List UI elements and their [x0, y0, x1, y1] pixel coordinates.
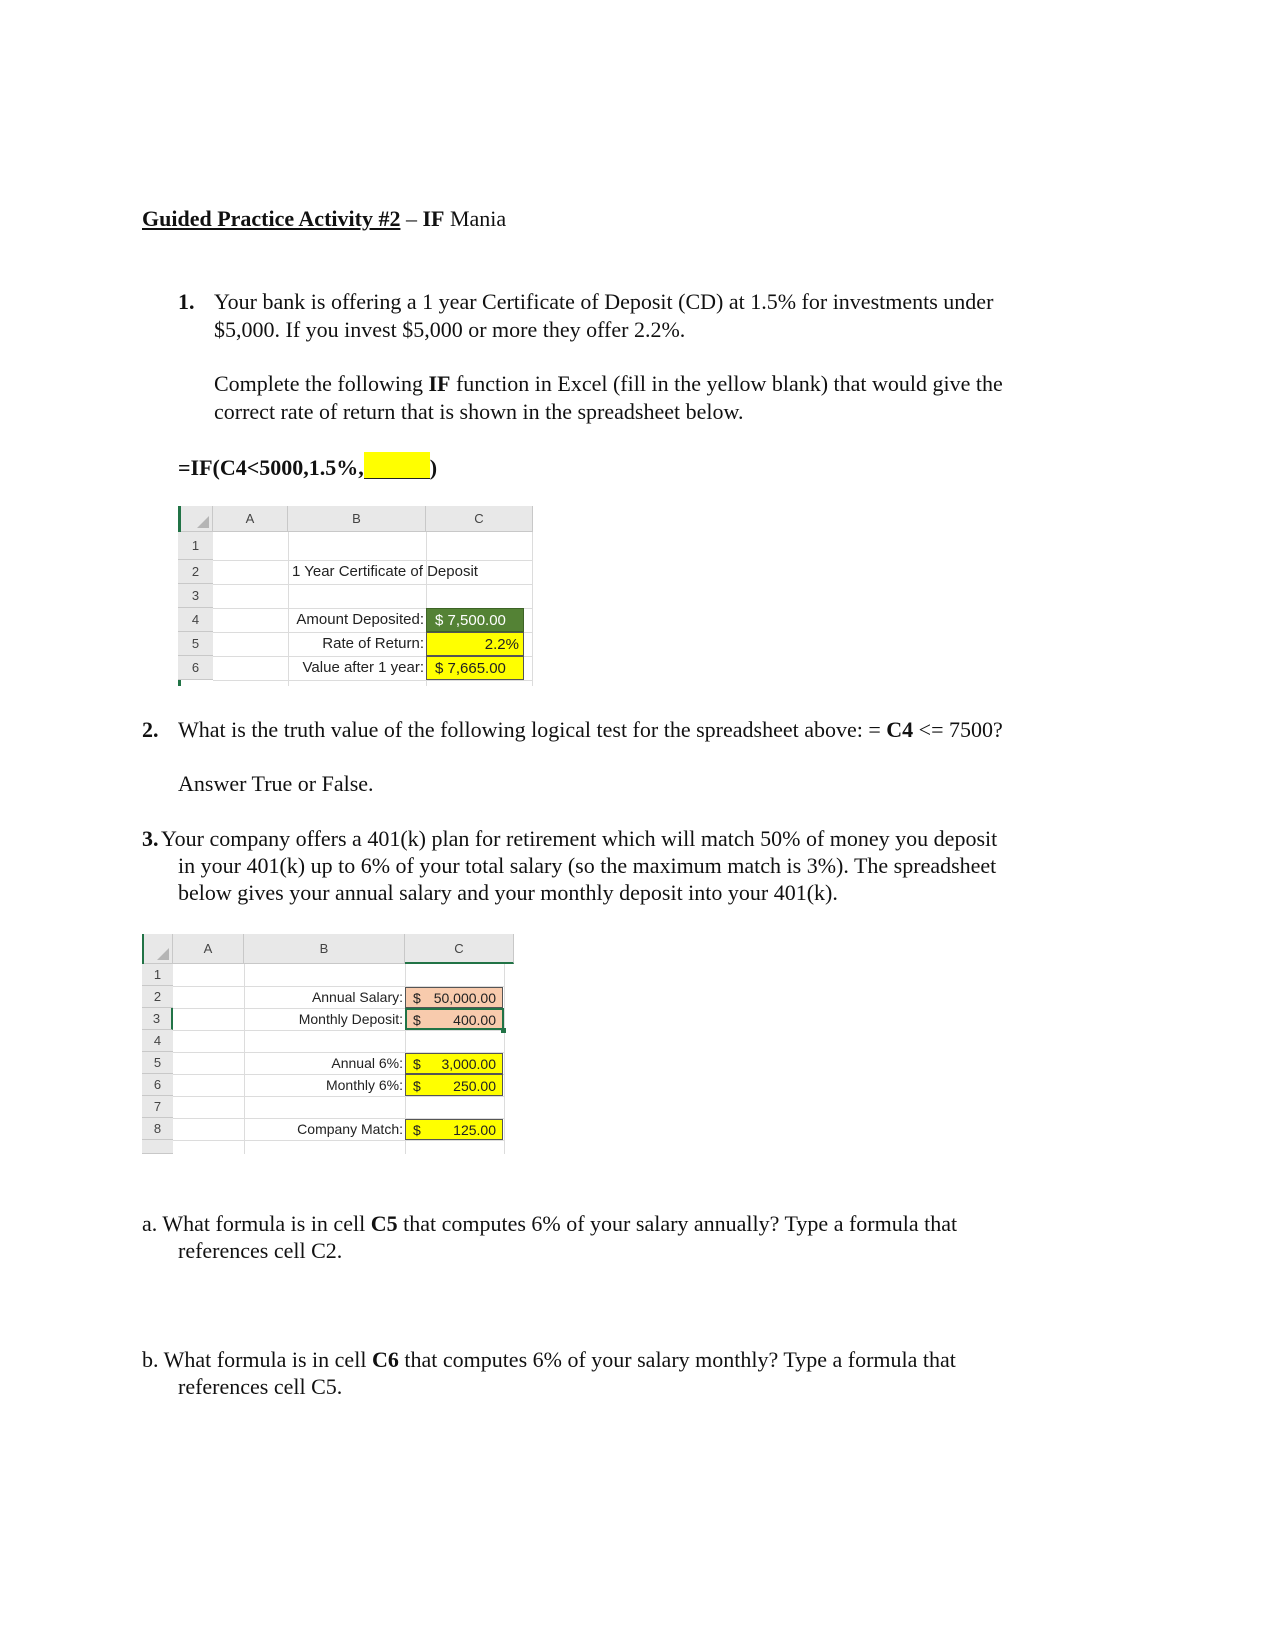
cell-b2-label[interactable]: Annual Salary: — [311, 989, 403, 1005]
page-title — [142, 205, 506, 233]
qa-bold: C5 — [370, 1211, 398, 1236]
cell-c8-match[interactable] — [405, 1119, 503, 1140]
spreadsheet-cd — [178, 506, 533, 686]
q2-text — [178, 716, 1098, 744]
row-header-3[interactable]: 3 — [178, 584, 213, 608]
q1-line1: Your bank is offering a 1 year Certificate of Deposit (CD) at 1.5% for investments under — [214, 289, 994, 314]
cell-c4-amount[interactable]: $ 7,500.00 — [426, 608, 524, 632]
select-all-corner[interactable] — [178, 506, 213, 532]
cell-c3-deposit[interactable] — [405, 1008, 504, 1030]
row-header-9 — [142, 1140, 173, 1154]
q3-line1: Your company offers a 401(k) plan for retirement which will match 50% of money you deposit — [161, 826, 998, 851]
title-dash: – — [400, 206, 423, 231]
q2-text-pre: What is the truth value of the following logical test for the spreadsheet above: = — [178, 717, 887, 742]
col-header-c[interactable]: C — [405, 934, 514, 964]
cell-b6-label[interactable]: Monthly 6%: — [325, 1077, 403, 1093]
q3-number: 3. — [142, 826, 159, 851]
c6-value: 250.00 — [453, 1078, 496, 1094]
formula-close: ) — [429, 455, 438, 480]
c2-value: 50,000.00 — [433, 990, 496, 1006]
row-header-4[interactable]: 4 — [142, 1030, 173, 1052]
row-header-7[interactable]: 7 — [142, 1096, 173, 1118]
c8-value: 125.00 — [453, 1122, 496, 1138]
row-header-1[interactable]: 1 — [142, 964, 173, 986]
fill-handle[interactable] — [501, 1028, 506, 1033]
row-header-6[interactable]: 6 — [178, 656, 213, 680]
cell-c5-annual[interactable] — [405, 1053, 503, 1074]
row-header-3[interactable]: 3 — [142, 1008, 173, 1030]
title-activity: Guided Practice Activity #2 — [142, 206, 401, 231]
qa-pre: a. What formula is in cell — [142, 1211, 371, 1236]
spreadsheet-401k — [142, 934, 514, 1154]
c5-dollar: $ — [413, 1056, 421, 1072]
qa-line2: references cell C2. — [178, 1238, 343, 1263]
title-if: IF — [422, 206, 445, 231]
q3-line3: below gives your annual salary and your monthly deposit into your 401(k). — [178, 880, 838, 905]
cell-c2-salary[interactable] — [405, 987, 503, 1008]
cell-c6-value[interactable]: $ 7,665.00 — [426, 656, 524, 680]
q1-instructions — [214, 370, 1114, 426]
select-all-corner-2[interactable] — [142, 934, 173, 964]
answer-blank[interactable] — [364, 452, 430, 479]
col-header-c[interactable]: C — [426, 506, 533, 532]
row-header-8[interactable]: 8 — [142, 1118, 173, 1140]
q1-text — [214, 288, 1114, 344]
q1-instr-line2: correct rate of return that is shown in the spreadsheet below. — [214, 399, 744, 424]
c3-value: 400.00 — [453, 1012, 496, 1028]
c2-dollar: $ — [413, 990, 421, 1006]
qb-line1 — [142, 1346, 1102, 1374]
col-header-b[interactable]: B — [244, 934, 405, 964]
qb-pre: b. What formula is in cell — [142, 1347, 372, 1372]
q2-answer-line: Answer True or False. — [178, 771, 374, 796]
qb-post: that computes 6% of your salary monthly? Type a formula that — [398, 1347, 956, 1372]
q1-instr-bold: IF — [428, 371, 451, 396]
cell-b6-label[interactable]: Value after 1 year: — [302, 659, 424, 676]
cell-c6-monthly[interactable] — [405, 1074, 503, 1096]
row-header-4[interactable]: 4 — [178, 608, 213, 632]
row-header-1[interactable]: 1 — [178, 532, 213, 560]
cell-b5-label[interactable]: Rate of Return: — [322, 635, 424, 652]
q2-text-bold: C4 — [886, 717, 914, 742]
q1-instr-post: function in Excel (fill in the yellow blank) that would give the — [450, 371, 1003, 396]
q1-number: 1. — [178, 289, 195, 314]
q1-instr-pre: Complete the following — [214, 371, 429, 396]
col-header-a[interactable]: A — [213, 506, 288, 532]
cell-b2-title[interactable]: 1 Year Certificate of Deposit — [292, 563, 478, 580]
qa-post: that computes 6% of your salary annually? Type a formula that — [397, 1211, 958, 1236]
qb-bold: C6 — [371, 1347, 399, 1372]
cell-b4-label[interactable]: Amount Deposited: — [296, 611, 424, 628]
title-mania: Mania — [444, 206, 507, 231]
c8-dollar: $ — [413, 1122, 421, 1138]
row-header-5[interactable]: 5 — [178, 632, 213, 656]
qa-line1 — [142, 1210, 1102, 1238]
q3-line2: in your 401(k) up to 6% of your total salary (so the maximum match is 3%). The spreadsheet — [178, 853, 997, 878]
col-header-a[interactable]: A — [173, 934, 244, 964]
cell-b5-label[interactable]: Annual 6%: — [331, 1055, 403, 1071]
q1-formula — [178, 452, 437, 482]
q1-line2: $5,000. If you invest $5,000 or more they offer 2.2%. — [214, 317, 686, 342]
col-header-b[interactable]: B — [288, 506, 426, 532]
cell-b8-label[interactable]: Company Match: — [297, 1121, 403, 1137]
c5-value: 3,000.00 — [441, 1056, 496, 1072]
row-header-5[interactable]: 5 — [142, 1052, 173, 1074]
formula-text: =IF(C4<5000,1.5%, — [178, 455, 364, 480]
cell-b3-label[interactable]: Monthly Deposit: — [298, 1011, 403, 1027]
c6-dollar: $ — [413, 1078, 421, 1094]
row-header-2[interactable]: 2 — [178, 560, 213, 584]
cell-c5-rate[interactable]: 2.2% — [426, 632, 524, 656]
q2-text-post: <= 7500? — [913, 717, 1003, 742]
c3-dollar: $ — [413, 1012, 421, 1028]
row-header-2[interactable]: 2 — [142, 986, 173, 1008]
qb-line2: references cell C5. — [178, 1374, 343, 1399]
q2-number: 2. — [142, 717, 159, 742]
row-header-6[interactable]: 6 — [142, 1074, 173, 1096]
